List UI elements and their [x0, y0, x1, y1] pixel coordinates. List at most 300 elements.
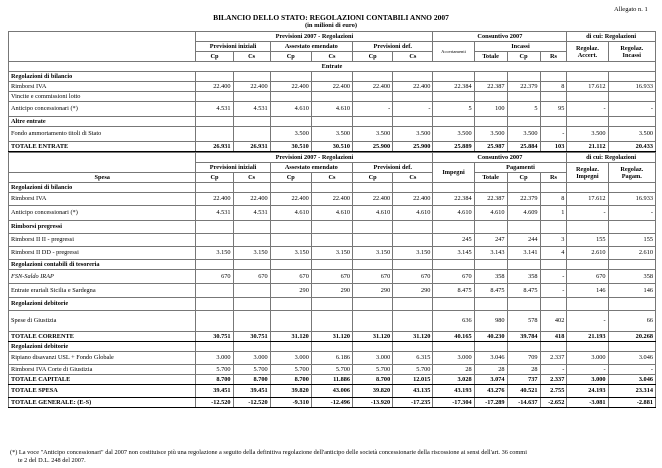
table-cell: 43.135: [393, 385, 433, 398]
table-cell: [507, 342, 540, 352]
table-row: [9, 221, 656, 234]
spese-col-cp-1: Cp: [196, 173, 233, 183]
table-cell: -14.637: [507, 398, 540, 408]
table-cell: [233, 127, 270, 142]
table-cell: [433, 342, 474, 352]
row-label: Rimborsi pregressi: [9, 221, 196, 234]
table-cell: [393, 221, 433, 234]
table-cell: 22.379: [507, 82, 540, 92]
table-cell: [608, 298, 655, 311]
spese-sub-iniziali: Previsioni iniziali: [196, 163, 270, 173]
table-cell: [608, 92, 655, 102]
table-cell: 25.884: [507, 142, 540, 152]
table-cell: 3.500: [567, 127, 608, 142]
entrate-col-cp-3: Cp: [353, 52, 393, 62]
table-cell: 11.886: [311, 375, 352, 385]
spese-corner-cell: [9, 153, 196, 173]
table-cell: [540, 221, 567, 234]
table-cell: [270, 342, 311, 352]
table-cell: 100: [474, 102, 507, 117]
table-cell: 636: [433, 311, 474, 332]
table-cell: 3.000: [567, 352, 608, 365]
table-cell: 4.610: [311, 206, 352, 221]
table-cell: [393, 342, 433, 352]
row-label: Spese di Giustizia: [9, 311, 196, 332]
table-cell: [196, 72, 233, 82]
table-cell: 4.610: [270, 206, 311, 221]
row-label: TOTALE GENERALE: (E-S): [9, 398, 196, 408]
table-cell: [233, 234, 270, 247]
table-cell: -: [540, 284, 567, 298]
table-cell: [507, 183, 540, 193]
table-row: [9, 234, 656, 247]
table-cell: [270, 117, 311, 127]
table-cell: 3.500: [353, 127, 393, 142]
table-cell: 22.400: [270, 193, 311, 206]
table-cell: [311, 298, 352, 311]
table-row: [9, 342, 656, 352]
table-cell: [233, 72, 270, 82]
row-label: Vincite e commissioni lotto: [9, 92, 196, 102]
row-label: Anticipo concessionari (*): [9, 206, 196, 221]
table-cell: 21.112: [567, 142, 608, 152]
table-cell: 4.610: [270, 102, 311, 117]
table-cell: 3.150: [353, 247, 393, 260]
table-cell: [233, 221, 270, 234]
table-cell: 737: [507, 375, 540, 385]
page-subtitle: (in milioni di euro): [304, 22, 358, 29]
table-cell: [608, 183, 655, 193]
entrate-col-cs-1: Cs: [233, 52, 270, 62]
table-cell: 5.700: [393, 365, 433, 375]
table-cell: 3.500: [270, 127, 311, 142]
table-row: [9, 365, 656, 375]
table-cell: [270, 298, 311, 311]
table-cell: [608, 117, 655, 127]
table-cell: 8.475: [474, 284, 507, 298]
table-cell: [311, 234, 352, 247]
table-cell: [311, 92, 352, 102]
table-cell: 3.500: [474, 127, 507, 142]
table-cell: [233, 284, 270, 298]
table-cell: 23.314: [608, 385, 655, 398]
entrate-header-row-1: [9, 32, 656, 42]
table-cell: 709: [507, 352, 540, 365]
table-cell: 22.400: [270, 82, 311, 92]
table-cell: [393, 260, 433, 270]
table-cell: 4: [540, 247, 567, 260]
table-row: [9, 352, 656, 365]
table-cell: [270, 92, 311, 102]
table-cell: 31.120: [393, 332, 433, 342]
table-cell: [353, 117, 393, 127]
table-cell: 3.000: [567, 375, 608, 385]
table-cell: 25.987: [474, 142, 507, 152]
table-cell: [311, 183, 352, 193]
entrate-sub-assestato: Assestato emendato: [270, 42, 352, 52]
row-label: Rimborsi II II - pregressi: [9, 234, 196, 247]
table-cell: 5.700: [270, 365, 311, 375]
row-label: Entrate erariali Sicilia e Sardegna: [9, 284, 196, 298]
table-cell: 358: [608, 270, 655, 284]
table-cell: [567, 183, 608, 193]
table-cell: [353, 234, 393, 247]
row-label: Anticipo concessionari (*): [9, 102, 196, 117]
table-cell: [270, 311, 311, 332]
table-cell: [233, 117, 270, 127]
table-cell: 22.400: [393, 82, 433, 92]
spese-col-cs-3: Cs: [393, 173, 433, 183]
row-label: Rimborsi IVA Corte di Giustizia: [9, 365, 196, 375]
row-label: TOTALE SPESA: [9, 385, 196, 398]
table-cell: 30.751: [233, 332, 270, 342]
table-cell: [433, 92, 474, 102]
footnote-line-2: te 2 del D.L. 248 del 2007.: [18, 457, 86, 464]
table-cell: 3.143: [474, 247, 507, 260]
table-cell: 3.074: [474, 375, 507, 385]
table-cell: [474, 342, 507, 352]
table-cell: 8.700: [353, 375, 393, 385]
table-cell: [608, 260, 655, 270]
table-cell: 25.889: [433, 142, 474, 152]
table-cell: [270, 234, 311, 247]
table-cell: 22.384: [433, 193, 474, 206]
spese-col-cp-4: Cp: [507, 173, 540, 183]
table-cell: 39.451: [233, 385, 270, 398]
table-cell: 6.186: [311, 352, 352, 365]
table-cell: 3.150: [270, 247, 311, 260]
table-row: [9, 311, 656, 332]
table-cell: [196, 260, 233, 270]
table-cell: 4.610: [393, 206, 433, 221]
table-cell: [311, 221, 352, 234]
entrate-col-cp-1: Cp: [196, 52, 233, 62]
table-cell: [196, 183, 233, 193]
row-label: Regolazioni debitorie: [9, 298, 196, 311]
spese-col-regolaz-impegni: Regolaz. Impegni: [567, 163, 608, 183]
table-cell: 5.700: [196, 365, 233, 375]
table-cell: 26.931: [233, 142, 270, 152]
table-cell: 2.610: [608, 247, 655, 260]
table-row: [9, 142, 656, 152]
row-label: Fondo ammortamento titoli di Stato: [9, 127, 196, 142]
table-cell: [433, 72, 474, 82]
table-cell: [567, 298, 608, 311]
entrate-section-row: [9, 62, 656, 72]
table-cell: 670: [233, 270, 270, 284]
table-cell: 3.000: [433, 352, 474, 365]
table-cell: [567, 342, 608, 352]
table-cell: [540, 298, 567, 311]
table-cell: [474, 260, 507, 270]
table-row: [9, 102, 656, 117]
table-cell: 3.145: [433, 247, 474, 260]
table-cell: 3.000: [353, 352, 393, 365]
table-cell: 155: [608, 234, 655, 247]
table-cell: 402: [540, 311, 567, 332]
row-label: Rimborsi IVA: [9, 82, 196, 92]
entrate-col-accertamenti: Accertamenti: [433, 42, 474, 62]
table-row: [9, 298, 656, 311]
table-cell: [196, 298, 233, 311]
table-cell: -2.652: [540, 398, 567, 408]
row-label: Regolazioni debitorie: [9, 342, 196, 352]
table-cell: [608, 72, 655, 82]
spese-col-impegni: Impegni: [433, 163, 474, 183]
table-cell: 43.276: [474, 385, 507, 398]
spese-group-previsioni: Previsioni 2007 - Regolazioni: [196, 153, 433, 163]
table-cell: 3.046: [608, 375, 655, 385]
table-cell: 3.000: [233, 352, 270, 365]
table-cell: 26.931: [196, 142, 233, 152]
table-cell: 5.700: [353, 365, 393, 375]
table-cell: [474, 92, 507, 102]
entrate-sub-iniziali: Previsioni iniziali: [196, 42, 270, 52]
table-cell: [608, 221, 655, 234]
table-cell: 578: [507, 311, 540, 332]
table-row: [9, 284, 656, 298]
spese-table: [8, 152, 656, 408]
table-cell: 3.000: [196, 352, 233, 365]
table-cell: 670: [353, 270, 393, 284]
table-cell: 22.379: [507, 193, 540, 206]
table-cell: -: [540, 365, 567, 375]
table-cell: 3.500: [311, 127, 352, 142]
table-row: [9, 82, 656, 92]
table-cell: -13.920: [353, 398, 393, 408]
table-cell: -: [608, 365, 655, 375]
row-label: Ripiano disavanzi USL + Fondo Globale: [9, 352, 196, 365]
table-cell: 4.610: [433, 206, 474, 221]
table-cell: 290: [270, 284, 311, 298]
table-cell: 22.384: [433, 82, 474, 92]
table-cell: 146: [608, 284, 655, 298]
table-cell: 3.028: [433, 375, 474, 385]
table-cell: [507, 298, 540, 311]
table-cell: 3.046: [474, 352, 507, 365]
table-cell: 8.700: [270, 375, 311, 385]
row-label: TOTALE CORRENTE: [9, 332, 196, 342]
table-cell: 40.165: [433, 332, 474, 342]
table-cell: 39.820: [270, 385, 311, 398]
table-cell: 3.150: [196, 247, 233, 260]
table-cell: [540, 260, 567, 270]
table-cell: 670: [567, 270, 608, 284]
spese-col-pagamenti: Pagamenti: [474, 163, 567, 173]
table-cell: 247: [474, 234, 507, 247]
table-cell: [353, 92, 393, 102]
spese-col-totale: Totale: [474, 173, 507, 183]
table-cell: [196, 221, 233, 234]
table-cell: 39.451: [196, 385, 233, 398]
table-cell: 670: [311, 270, 352, 284]
table-cell: [393, 117, 433, 127]
entrate-sub-def: Previsioni def.: [353, 42, 433, 52]
entrate-section-label: Entrate: [9, 62, 656, 72]
table-cell: 20.433: [608, 142, 655, 152]
entrate-col-incassi: Incassi: [474, 42, 567, 52]
table-cell: 22.400: [353, 82, 393, 92]
table-cell: [567, 72, 608, 82]
table-cell: 95: [540, 102, 567, 117]
table-row: [9, 375, 656, 385]
table-cell: 5: [507, 102, 540, 117]
table-cell: [311, 260, 352, 270]
spese-header-row-3: [9, 173, 656, 183]
table-cell: 31.120: [353, 332, 393, 342]
table-cell: [353, 72, 393, 82]
table-cell: 16.933: [608, 193, 655, 206]
table-cell: 31.120: [311, 332, 352, 342]
table-cell: 146: [567, 284, 608, 298]
table-cell: [353, 342, 393, 352]
table-cell: [353, 298, 393, 311]
table-cell: 4.610: [353, 206, 393, 221]
table-cell: 12.015: [393, 375, 433, 385]
table-cell: [608, 342, 655, 352]
table-cell: 28: [507, 365, 540, 375]
entrate-corner-cell: [9, 32, 196, 62]
table-cell: -: [608, 206, 655, 221]
table-row: [9, 247, 656, 260]
table-cell: [393, 72, 433, 82]
entrate-table: [8, 31, 656, 152]
table-cell: [540, 342, 567, 352]
entrate-col-rs: Rs: [540, 52, 567, 62]
table-cell: 30.751: [196, 332, 233, 342]
entrate-col-totale: Totale: [474, 52, 507, 62]
page-title: BILANCIO DELLO STATO: REGOLAZIONI CONTABILI ANNO 2007: [213, 13, 449, 22]
table-cell: 30.510: [311, 142, 352, 152]
table-row: [9, 270, 656, 284]
table-cell: [474, 117, 507, 127]
table-cell: [270, 260, 311, 270]
entrate-col-cp-2: Cp: [270, 52, 311, 62]
table-cell: 30.510: [270, 142, 311, 152]
spese-group-consuntivo: Consuntivo 2007: [433, 153, 567, 163]
table-cell: 418: [540, 332, 567, 342]
row-label: TOTALE CAPITALE: [9, 375, 196, 385]
table-cell: [353, 311, 393, 332]
table-cell: 670: [270, 270, 311, 284]
table-cell: 4.610: [474, 206, 507, 221]
row-label: Rimborsi II DD - pregressi: [9, 247, 196, 260]
table-cell: [474, 298, 507, 311]
table-cell: -: [567, 311, 608, 332]
table-cell: 4.531: [233, 102, 270, 117]
table-cell: 290: [311, 284, 352, 298]
table-cell: [270, 183, 311, 193]
table-cell: [196, 92, 233, 102]
table-cell: 20.268: [608, 332, 655, 342]
table-row: [9, 385, 656, 398]
table-cell: 358: [507, 270, 540, 284]
table-cell: [507, 92, 540, 102]
table-cell: [270, 221, 311, 234]
table-cell: [393, 183, 433, 193]
table-cell: 43.006: [311, 385, 352, 398]
table-cell: 8: [540, 82, 567, 92]
table-cell: 40.230: [474, 332, 507, 342]
table-cell: [311, 342, 352, 352]
table-cell: [540, 72, 567, 82]
row-label: Regolazioni di bilancio: [9, 183, 196, 193]
table-cell: 290: [353, 284, 393, 298]
table-cell: 3.046: [608, 352, 655, 365]
table-cell: 39.820: [353, 385, 393, 398]
table-cell: [353, 183, 393, 193]
table-cell: -: [567, 206, 608, 221]
table-cell: 3.500: [507, 127, 540, 142]
table-cell: 3.141: [507, 247, 540, 260]
table-cell: -17.304: [433, 398, 474, 408]
table-cell: 5.700: [233, 365, 270, 375]
table-cell: 2.337: [540, 375, 567, 385]
table-cell: 22.387: [474, 82, 507, 92]
table-cell: -17.235: [393, 398, 433, 408]
table-row: [9, 398, 656, 408]
table-cell: 290: [393, 284, 433, 298]
table-cell: 16.933: [608, 82, 655, 92]
table-cell: [393, 234, 433, 247]
table-cell: -12.520: [233, 398, 270, 408]
entrate-col-cs-2: Cs: [311, 52, 352, 62]
table-cell: 3.000: [270, 352, 311, 365]
table-cell: [433, 221, 474, 234]
entrate-col-regolaz-accert: Regolaz. Accert.: [567, 42, 608, 62]
table-cell: [311, 72, 352, 82]
table-cell: [196, 284, 233, 298]
spese-group-dicui: di cui: Regolazioni: [567, 153, 656, 163]
table-cell: [353, 221, 393, 234]
table-cell: 2.610: [567, 247, 608, 260]
allegato-label: Allegato n. 1: [614, 6, 648, 13]
table-row: [9, 193, 656, 206]
table-cell: [233, 183, 270, 193]
table-cell: [540, 92, 567, 102]
table-cell: 17.612: [567, 193, 608, 206]
row-label: FSN-Saldo IRAP: [9, 270, 196, 284]
spese-col-cs-1: Cs: [233, 173, 270, 183]
table-cell: 4.610: [311, 102, 352, 117]
table-cell: -17.289: [474, 398, 507, 408]
table-cell: 22.400: [311, 82, 352, 92]
table-cell: [311, 311, 352, 332]
table-row: [9, 206, 656, 221]
table-cell: 8.700: [233, 375, 270, 385]
table-cell: 8: [540, 193, 567, 206]
table-cell: 670: [433, 270, 474, 284]
table-cell: 22.400: [311, 193, 352, 206]
table-cell: -12.520: [196, 398, 233, 408]
table-cell: [311, 117, 352, 127]
table-cell: 155: [567, 234, 608, 247]
table-cell: [233, 342, 270, 352]
table-cell: [507, 72, 540, 82]
table-cell: 8.475: [507, 284, 540, 298]
table-cell: 6.315: [393, 352, 433, 365]
spese-section-label: Spesa: [9, 173, 196, 183]
table-row: [9, 117, 656, 127]
table-cell: 22.400: [393, 193, 433, 206]
table-cell: [233, 311, 270, 332]
table-cell: [393, 311, 433, 332]
spese-sub-assestato: Assestato emendato: [270, 163, 352, 173]
entrate-col-cs-3: Cs: [393, 52, 433, 62]
table-cell: [196, 127, 233, 142]
row-label: TOTALE ENTRATE: [9, 142, 196, 152]
footnote-line-1: (*) La voce "Anticipo concessionari" dal 2007 non costituisce più una regolazione a seguito della definitiva regolazione dell'anticipo delle società concessionarie della riscossione ai sensi dell'art. 36 commi: [10, 449, 527, 456]
